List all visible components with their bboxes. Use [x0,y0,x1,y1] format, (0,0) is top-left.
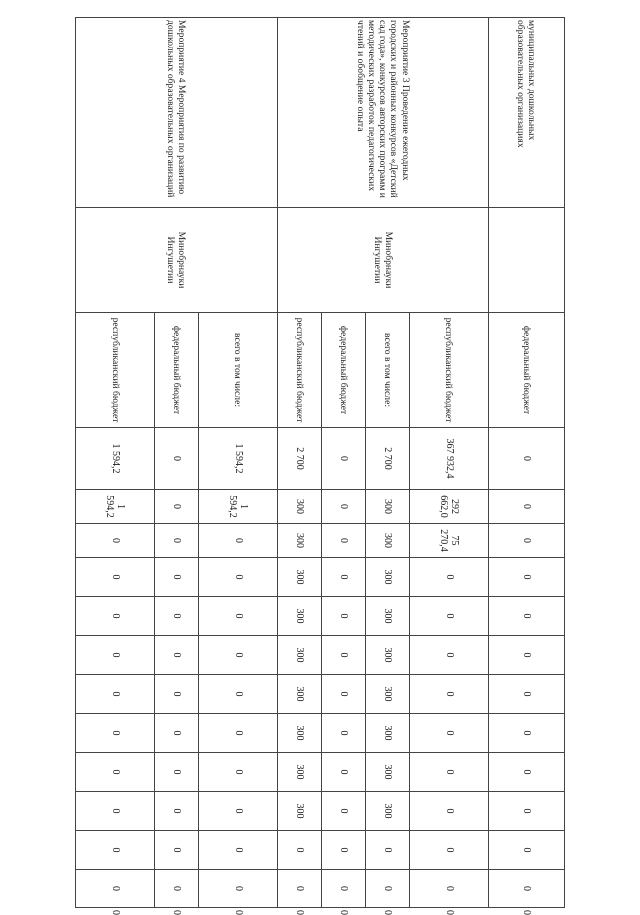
value-cell: 300 [277,714,321,753]
table-row: муниципальных дошкольных образовательных организациях федеральный бюджет 0 0 0 0 0 0 0 0 0 0 0 0 0 [488,18,564,908]
value-cell: 0 [199,558,278,597]
value-cell: 0 [199,792,278,831]
value-cell: 0 [488,636,564,675]
value-cell: 300 [277,792,321,831]
value-cell: 0 [154,524,198,558]
value-cell: 0 [76,714,155,753]
value-cell: 0 [365,831,409,870]
value-cell: 0 [321,792,365,831]
value-cell: 0 [199,753,278,792]
value-cell: 0 [154,714,198,753]
value-cell: 300 [365,558,409,597]
value-cell: 2 700 [277,428,321,490]
value-cell: 0 [154,792,198,831]
table-row: Мероприятие 3 Проведение ежегодных городских и районных конкурсов «Детский сад года», конкурсов авторских программ и методических разработок педагогических чтений и обобщение опыта Минобрнауки Ингушетии республиканский бюджет 367 932,4 292 662,0 75 270,4 0 0 0 0 0 0 0 0 0 0 [409,18,488,908]
measure-cell: Мероприятие 3 Проведение ежегодных городских и районных конкурсов «Детский сад года», конкурсов авторских программ и методических разработок педагогических чтений и обобщение опыта [277,18,488,208]
value-cell: 0 [199,831,278,870]
value-cell: 75 270,4 [409,524,488,558]
value-cell: 0 [154,490,198,524]
table-row: федеральный бюджет 0 0 0 0 0 0 0 0 0 0 0 0 0 [154,18,198,908]
value-cell: 0 [321,558,365,597]
executor-cell: Минобрнауки Ингушетии [277,208,488,313]
value-cell: 300 [277,490,321,524]
value-cell: 300 [277,753,321,792]
value-cell: 0 [488,870,564,908]
value-cell: 0 [321,753,365,792]
value-cell: 300 [365,714,409,753]
value-cell: 367 932,4 [409,428,488,490]
value-cell: 0 [321,636,365,675]
funding-source-cell: федеральный бюджет [488,313,564,428]
value-cell: 0 [488,428,564,490]
value-cell: 0 [409,714,488,753]
table-row: всего в том числе: 2 700 300 300 300 300 300 300 300 300 300 0 0 0 [365,18,409,908]
value-cell: 0 [76,753,155,792]
funding-source-cell: всего в том числе: [365,313,409,428]
value-cell: 0 [409,870,488,908]
value-cell: 0 [76,558,155,597]
funding-source-cell: республиканский бюджет [76,313,155,428]
funding-source-cell: федеральный бюджет [321,313,365,428]
value-cell: 0 [154,558,198,597]
value-cell: 0 [321,714,365,753]
value-cell: 0 [409,597,488,636]
budget-table [75,17,565,915]
value-cell: 0 [76,597,155,636]
value-cell: 0 [321,597,365,636]
value-cell: 2 700 [365,428,409,490]
value-cell: 0 [409,831,488,870]
value-cell: 0 [199,675,278,714]
value-cell: 1 594,2 [76,490,155,524]
value-cell: 0 [199,714,278,753]
value-cell: 0 [76,636,155,675]
value-cell: 0 [409,636,488,675]
value-cell: 0 [488,831,564,870]
value-cell: 0 [199,870,278,908]
value-cell: 0 [365,870,409,908]
value-cell: 0 [488,714,564,753]
value-cell: 0 [154,597,198,636]
value-cell: 0 [154,870,198,908]
value-cell: 1 594,2 [76,428,155,490]
value-cell: 300 [365,636,409,675]
value-cell: 1 594,2 [199,490,278,524]
value-cell: 0 [321,490,365,524]
value-cell: 0 [199,524,278,558]
value-cell: 300 [277,675,321,714]
table-row: федеральный бюджет 0 0 0 0 0 0 0 0 0 0 0 0 0 [321,18,365,908]
value-cell: 0 [199,636,278,675]
measure-cell: Мероприятие 4 Мероприятия по развитию дошкольных образовательных организаций [76,18,278,208]
value-cell: 300 [277,636,321,675]
rotated-page [75,17,565,915]
value-cell: 0 [154,831,198,870]
value-cell: 0 [76,870,155,908]
funding-source-cell: федеральный бюджет [154,313,198,428]
funding-source-cell: всего в том числе: [199,313,278,428]
value-cell: 0 [76,792,155,831]
table-row: республиканский бюджет 1 594,2 1 594,2 0 0 0 0 0 0 0 0 0 0 0 [76,18,155,908]
value-cell: 300 [365,597,409,636]
value-cell: 0 [321,428,365,490]
value-cell: 0 [321,675,365,714]
value-cell: 0 [409,558,488,597]
measure-cell: муниципальных дошкольных образовательных организациях [488,18,564,208]
value-cell: 300 [365,490,409,524]
value-cell: 0 [488,490,564,524]
value-cell: 300 [277,597,321,636]
value-cell: 0 [154,428,198,490]
table-body [76,18,565,915]
value-cell: 0 [321,870,365,908]
value-cell: 0 [488,792,564,831]
value-cell: 0 [409,792,488,831]
value-cell: 0 [76,675,155,714]
value-cell: 292 662,0 [409,490,488,524]
executor-cell [488,208,564,313]
value-cell: 0 [488,524,564,558]
value-cell: 300 [277,524,321,558]
funding-source-cell: республиканский бюджет [277,313,321,428]
value-cell: 0 [488,753,564,792]
value-cell: 0 [488,675,564,714]
table-row: Мероприятие 4 Мероприятия по развитию дошкольных образовательных организаций Минобрнауки Ингушетии всего в том числе: 1 594,2 1 594,2 0 0 0 0 0 0 0 0 0 0 0 [199,18,278,908]
value-cell: 0 [199,597,278,636]
funding-source-cell: республиканский бюджет [409,313,488,428]
value-cell: 300 [365,792,409,831]
value-cell: 0 [154,753,198,792]
value-cell: 0 [154,636,198,675]
value-cell: 300 [365,675,409,714]
value-cell: 0 [488,558,564,597]
value-cell: 0 [321,831,365,870]
value-cell: 300 [365,524,409,558]
value-cell: 300 [365,753,409,792]
value-cell: 0 [488,597,564,636]
value-cell: 0 [76,524,155,558]
value-cell: 1 594,2 [199,428,278,490]
value-cell: 0 [409,675,488,714]
value-cell: 0 [277,870,321,908]
value-cell: 0 [409,753,488,792]
executor-cell: Минобрнауки Ингушетии [76,208,278,313]
value-cell: 0 [321,524,365,558]
value-cell: 0 [76,831,155,870]
value-cell: 0 [277,831,321,870]
value-cell: 300 [277,558,321,597]
value-cell: 0 [154,675,198,714]
table-row: республиканский бюджет 2 700 300 300 300 300 300 300 300 300 300 0 0 0 [277,18,321,908]
